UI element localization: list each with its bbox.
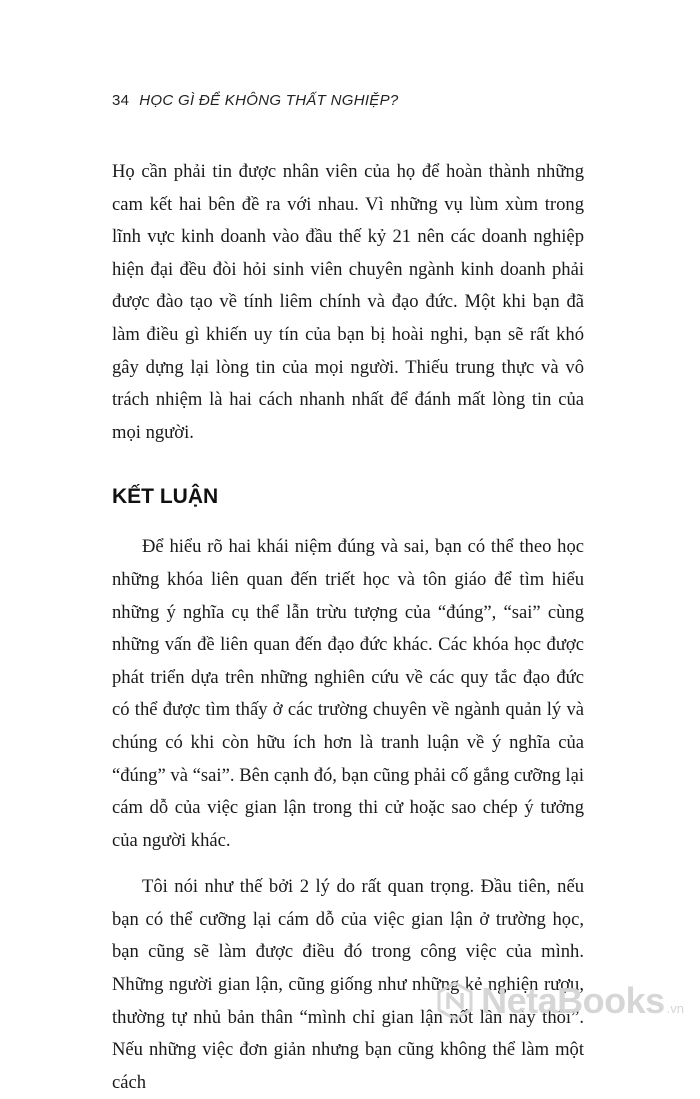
section-title: KẾT LUẬN — [112, 485, 219, 509]
netabooks-watermark — [435, 980, 684, 1022]
netabooks-logo-icon — [435, 981, 475, 1021]
running-title: HỌC GÌ ĐỂ KHÔNG THẤT NGHIỆP? — [139, 92, 399, 109]
page-number: 34 — [112, 92, 130, 109]
page-body — [112, 156, 584, 1099]
watermark-brand: NetaBooks — [481, 980, 665, 1021]
body-paragraph: Họ cần phải tin được nhân viên của họ để hoàn thành những cam kết hai bên đề ra với nhau. Vì những vụ lùm xùm trong lĩnh vực kinh doanh vào đầu thế kỷ 21 nên các doanh nghiệp hiện đại đều đòi hỏi sinh viên chuyên ngành kinh doanh phải được đào tạo về tính liêm chính và đạo đức. Một khi bạn đã làm điều gì khiến uy tín của bạn bị hoài nghi, bạn sẽ rất khó gây dựng lại lòng tin của mọi người. Thiếu trung thực và vô trách nhiệm là hai cách nhanh nhất để đánh mất lòng tin của mọi người. — [112, 161, 584, 443]
body-paragraph: Tôi nói như thế bởi 2 lý do rất quan trọng. Đầu tiên, nếu bạn có thể cưỡng lại cám dỗ của việc gian lận ở trường học, bạn cũng sẽ làm được điều đó trong công việc của mình. Những người gian lận, cũng giống như những kẻ nghiện rượu, thường tự nhủ bản thân “mình chỉ gian lận nốt lần này thôi”. Nếu những việc đơn giản nhưng bạn cũng không thể làm một cách — [112, 876, 584, 1093]
body-paragraph: Để hiểu rõ hai khái niệm đúng và sai, bạn có thể theo học những khóa liên quan đến triết học và tôn giáo để tìm hiểu những ý nghĩa cụ thể lẫn trừu tượng của “đúng”, “sai” cùng những vấn đề liên quan đến đạo đức khác. Các khóa học được phát triển dựa trên những nghiên cứu về các quy tắc đạo đức có thể được tìm thấy ở các trường chuyên về ngành quản lý và chúng có khi còn hữu ích hơn là tranh luận về ý nghĩa của “đúng” và “sai”. Bên cạnh đó, bạn cũng phải cố gắng cưỡng lại cám dỗ của việc gian lận trong thi cử hoặc sao chép ý tưởng của người khác. — [112, 536, 584, 851]
watermark-suffix: .vn — [666, 1001, 684, 1016]
running-header — [112, 92, 399, 109]
